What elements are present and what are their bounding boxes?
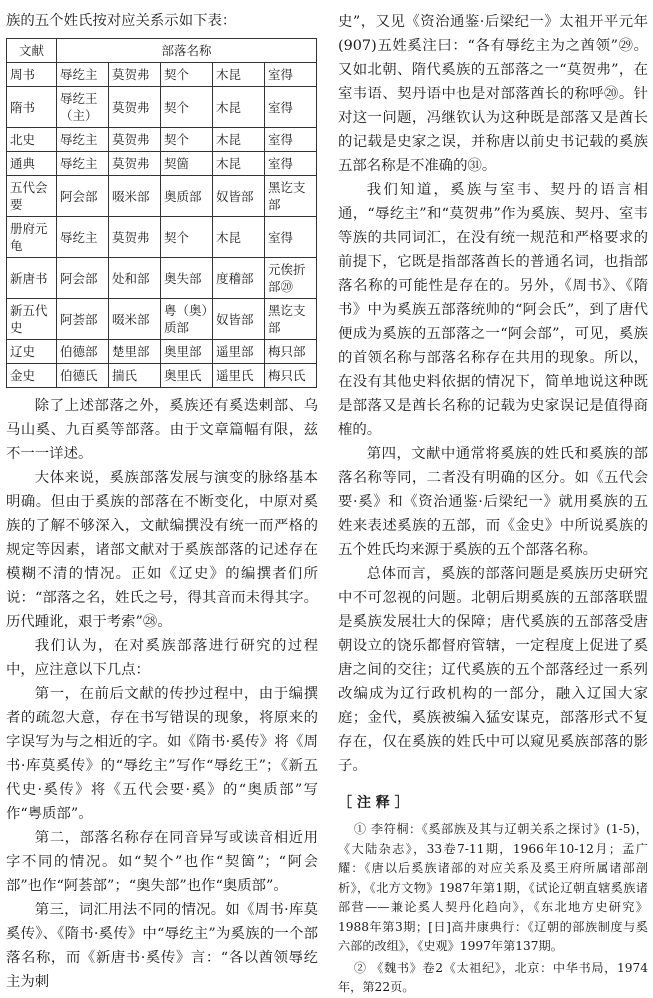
paragraph: 第二，部落名称存在同音异写或读音相近用字不同的情况。如“契个”也作“契箇”；“阿会部”也作“阿荟部”；“奥失部”也作“奥质部”。: [6, 830, 318, 894]
table-cell: 伯德氏: [57, 364, 109, 388]
table-cell: 契个: [161, 128, 213, 152]
table-cell: 北史: [7, 128, 57, 152]
table-cell: 黑讫支部: [265, 299, 317, 340]
table-cell: 奥里氏: [161, 364, 213, 388]
table-cell: 木昆: [213, 217, 265, 258]
paragraph: 我们认为，在对奚族部落进行研究的过程中，应注意以下几点：: [6, 638, 318, 678]
table-header-row: [7, 39, 317, 63]
table-cell: 金史: [7, 364, 57, 388]
table-row: [7, 258, 317, 299]
table-cell: 木昆: [213, 152, 265, 176]
paragraph: 除了上述部落之外，奚族还有奚迭剌部、乌马山奚、九百奚等部落。由于文章篇幅有限，兹不一一详述。: [6, 398, 318, 462]
table-cell: 黑讫支部: [265, 176, 317, 217]
table-cell: 室得: [265, 152, 317, 176]
table-cell: 梅只部: [265, 340, 317, 364]
table-cell: 辱纥主: [57, 128, 109, 152]
table-row: [7, 299, 317, 340]
right-column: [338, 10, 648, 998]
table-cell: 辽史: [7, 340, 57, 364]
table-cell: 辱纥主: [57, 217, 109, 258]
table-cell: 啜米部: [109, 176, 161, 217]
table-cell: 阿会部: [57, 258, 109, 299]
table-cell: 室得: [265, 63, 317, 87]
notes-bracket-open: ［: [338, 795, 352, 811]
table-row: [7, 340, 317, 364]
notes-heading: [338, 792, 648, 812]
table-cell: 新唐书: [7, 258, 57, 299]
table-row: [7, 217, 317, 258]
table-cell: 周书: [7, 63, 57, 87]
table-cell: 辱纥王（主）: [57, 87, 109, 128]
table-cell: 通典: [7, 152, 57, 176]
header-tribe-names: 部落名称: [57, 39, 317, 63]
table-cell: 册府元龟: [7, 217, 57, 258]
table-row: [7, 128, 317, 152]
table-cell: 室得: [265, 217, 317, 258]
table-row: [7, 63, 317, 87]
table-cell: 五代会要: [7, 176, 57, 217]
table-row: [7, 364, 317, 388]
left-column: [6, 10, 318, 994]
table-row: [7, 87, 317, 128]
table-cell: 阿会部: [57, 176, 109, 217]
table-cell: 奥失部: [161, 258, 213, 299]
table-cell: 莫贺弗: [109, 87, 161, 128]
table-cell: 莫贺弗: [109, 217, 161, 258]
table-cell: 木昆: [213, 128, 265, 152]
table-cell: 莫贺弗: [109, 63, 161, 87]
table-cell: 莫贺弗: [109, 128, 161, 152]
table-cell: 梅只氏: [265, 364, 317, 388]
intro-text: 族的五个姓氏按对应关系示如下表：: [6, 13, 237, 29]
paragraph: 第一，在前后文献的传抄过程中，由于编撰者的疏忽大意，存在书写错误的现象，将原来的字误写为与之相近的字。如《隋书·奚传》将《周书·库莫奚传》的“辱纥主”写作“辱纥王”；《新五代史·奚传》将《五代会要·奚》的“奥质部”写作“粤质部”。: [6, 686, 318, 822]
table-cell: 处和部: [109, 258, 161, 299]
table-cell: 辱纥主: [57, 63, 109, 87]
table-cell: 度稽部: [213, 258, 265, 299]
table-cell: 室得: [265, 128, 317, 152]
paragraph: 总体而言，奚族的部落问题是奚族历史研究中不可忽视的问题。北朝后期奚族的五部落联盟是奚族发展壮大的保障；唐代奚族的五部落受唐朝设立的饶乐都督府管辖，一定程度上促进了奚唐之间的交往；辽代奚族的五个部落经过一系列改编成为辽行政机构的一部分，融入辽国大家庭；金代，奚族被编入猛安谋克，部落形式不复存在，仅在奚族的姓氏中可以窥见奚族部落的影子。: [338, 566, 648, 774]
table-cell: 元俟折部⑳: [265, 258, 317, 299]
table-row: [7, 152, 317, 176]
table-cell: 莫贺弗: [109, 152, 161, 176]
table-cell: 揣氏: [109, 364, 161, 388]
paragraph: 第四，文献中通常将奚族的姓氏和奚族的部落名称等同，二者没有明确的区分。如《五代会要·奚》和《资治通鉴·后梁纪一》就用奚族的五姓来表述奚族的五部，而《金史》中所说奚族的五个姓氏均来源于奚族的五个部落名称。: [338, 446, 648, 558]
table-cell: 契个: [161, 63, 213, 87]
table-cell: 奥质部: [161, 176, 213, 217]
table-cell: 奴皆部: [213, 176, 265, 217]
table-cell: 契个: [161, 217, 213, 258]
note-item: ② 《魏书》卷2《太祖纪》，北京：中华书局，1974年，第22页。: [338, 960, 648, 994]
table-cell: 阿荟部: [57, 299, 109, 340]
table-cell: 奴皆部: [213, 299, 265, 340]
table-cell: 粤（奥）质部: [161, 299, 213, 340]
tribe-table: [6, 38, 317, 388]
header-source: 文献: [7, 39, 57, 63]
table-cell: 隋书: [7, 87, 57, 128]
table-cell: 契箇: [161, 152, 213, 176]
table-cell: 奥里部: [161, 340, 213, 364]
table-cell: 契个: [161, 87, 213, 128]
table-cell: 遥里部: [213, 340, 265, 364]
table-cell: 室得: [265, 87, 317, 128]
table-cell: 楚里部: [109, 340, 161, 364]
table-cell: 木昆: [213, 63, 265, 87]
note-item: ① 李符桐：《奚部族及其与辽朝关系之探讨》(1-5)，《大陆杂志》，33卷7-11期，1966年10-12月；孟广耀：《唐以后奚族诸部的对应关系及奚王府所属诸部剖析》，《北方文物》1987年第1期，《试论辽朝直辖奚族诸部营——兼论奚人契丹化趋向》，《东北地方史研究》1988年第3期；[日]高井康典行：《辽朝的部族制度与奚六部的改组》，《史观》1997年第137期。: [338, 822, 648, 953]
table-cell: 啜米部: [109, 299, 161, 340]
table-row: [7, 176, 317, 217]
table-cell: 新五代史: [7, 299, 57, 340]
notes-bracket-close: ］: [394, 795, 409, 811]
paragraph: 大体来说，奚族部落发展与演变的脉络基本明确。但由于奚族的部落在不断变化，中原对奚族的了解不够深入，文献编撰没有统一而严格的规定等因素，诸部文献对于奚族部落的记述存在模糊不清的情况。正如《辽史》的编撰者们所说：“部落之名，姓氏之号，得其音而未得其字。历代踵讹，艰于考索”㉘。: [6, 470, 318, 630]
table-cell: 辱纥主: [57, 152, 109, 176]
notes-title: 注 释: [356, 795, 390, 811]
paragraph: 我们知道，奚族与室韦、契丹的语言相通，“辱纥主”和“莫贺弗”作为奚族、契丹、室韦等族的共同词汇，在没有统一规范和严格要求的前提下，它既是指部落酋长的普通名词，也指部落名称的可能性是存在的。另外，《周书》、《隋书》中为奚族五部落统帅的“阿会氏”，到了唐代便成为奚族的五部落之一“阿会部”，可见，奚族的首领名称与部落名称存在共用的现象。所以，在没有其他史料依据的情况下，简单地说这种既是部落又是酋长名称的记载为史家误记是值得商榷的。: [338, 182, 648, 438]
paragraph: 史”，又见《资治通鉴·后梁纪一》太祖开平元年(907)五姓奚注曰：“各有辱纥主为之酋领”㉙。又如北朝、隋代奚族的五部落之一“莫贺弗”，在室韦语、契丹语中也是对部落酋长的称呼⑳。针对这一问题，冯继钦认为这种既是部落又是酋长的记载是史家之误，并称唐以前史书记载的奚族五部名称是不准确的㉛。: [338, 14, 648, 174]
paragraph: 第三，词汇用法不同的情况。如《周书·库莫奚传》、《隋书·奚传》中“辱纥主”为奚族的一个部落名称，而《新唐书·奚传》言：“各以酋领辱纥主为刺: [6, 902, 318, 990]
table-cell: 伯德部: [57, 340, 109, 364]
table-cell: 遥里氏: [213, 364, 265, 388]
table-cell: 木昆: [213, 87, 265, 128]
